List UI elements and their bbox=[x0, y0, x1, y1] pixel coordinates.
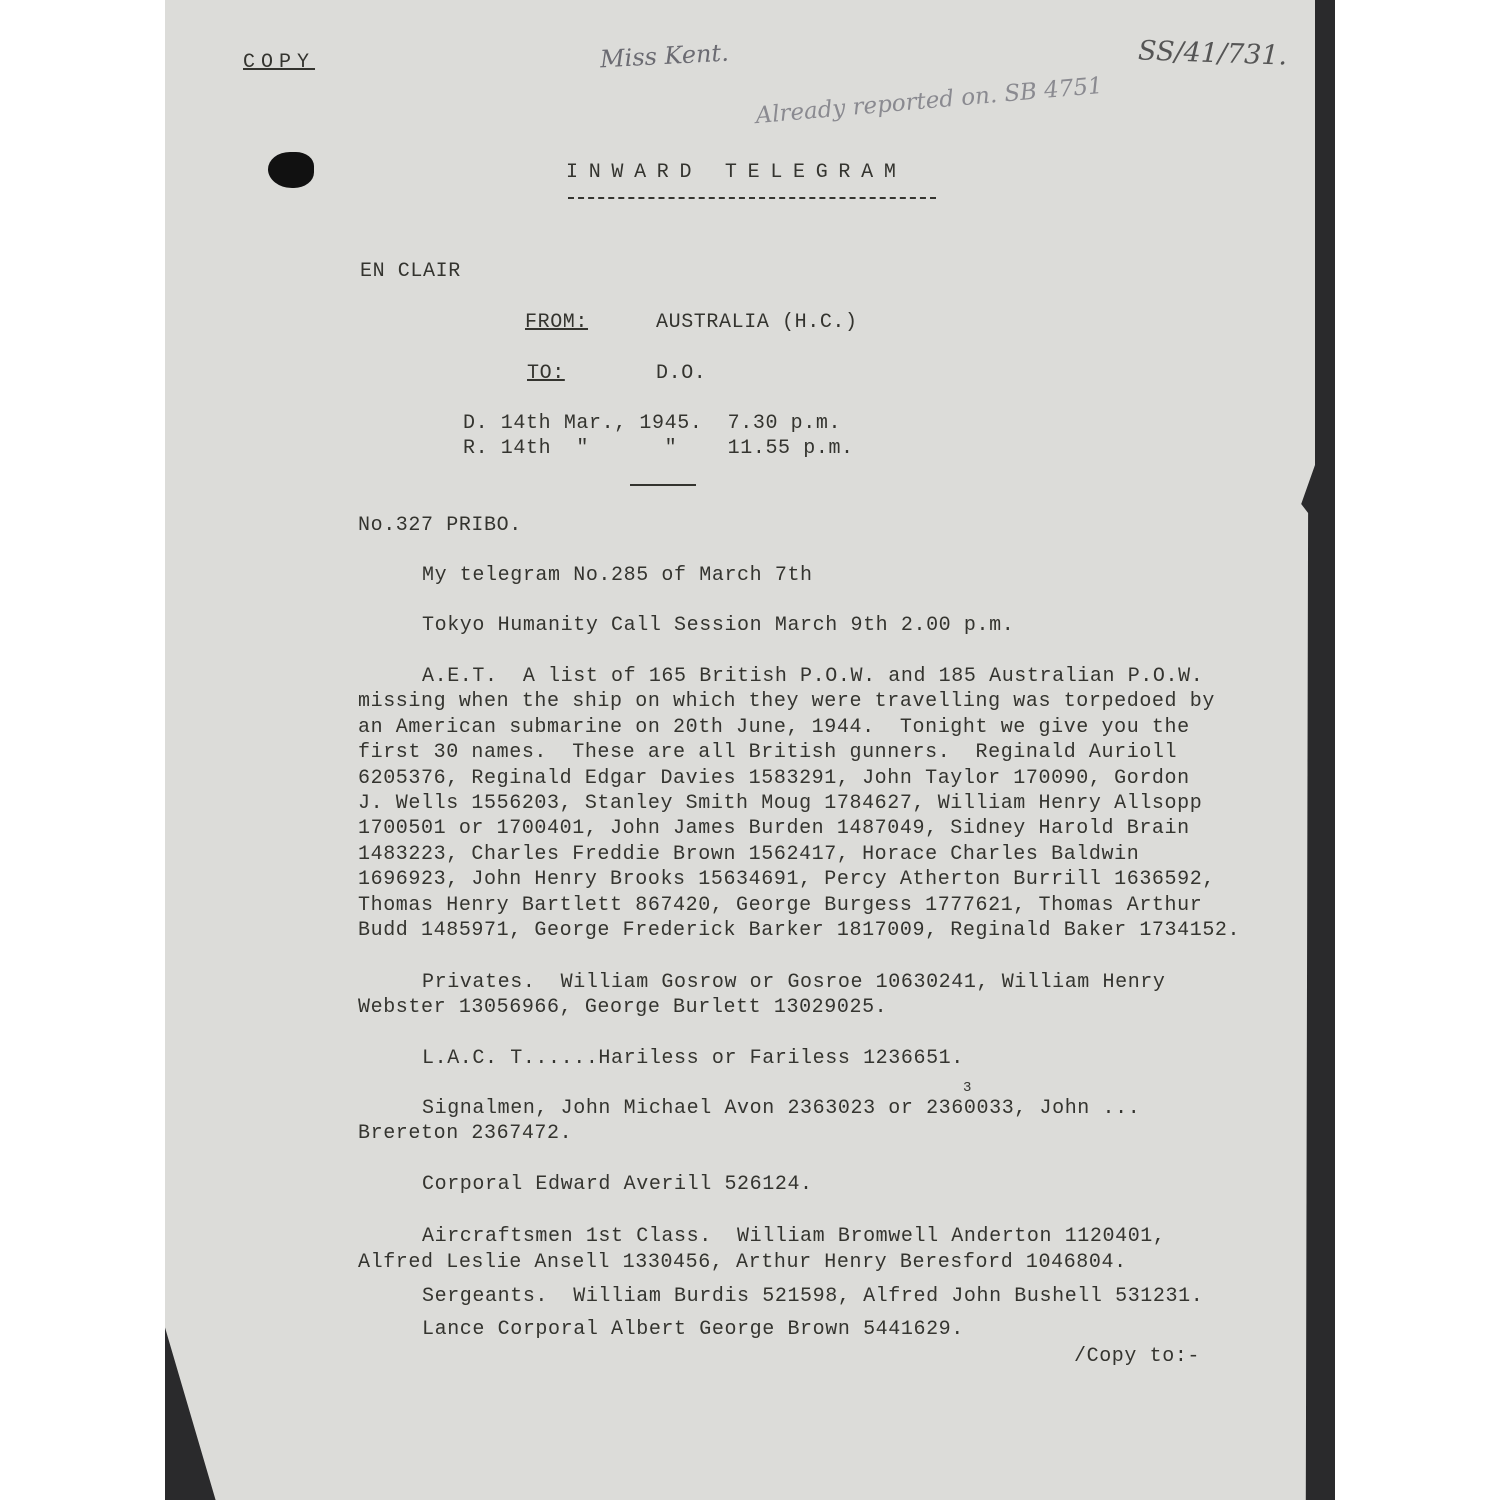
text-line: A.E.T. A list of 165 British P.O.W. and 185 Australian P.O.W. bbox=[422, 665, 1204, 688]
telegram-title: INWARD TELEGRAM bbox=[566, 161, 907, 184]
despatched-line: D. 14th Mar., 1945. 7.30 p.m. bbox=[463, 412, 842, 435]
text-line: Aircraftsmen 1st Class. William Bromwell Anderton 1120401, bbox=[422, 1225, 1166, 1248]
text-line: Budd 1485971, George Frederick Barker 1817009, Reginald Baker 1734152. bbox=[358, 919, 1241, 942]
handwritten-note: Already reported on. SB 4751 bbox=[754, 72, 1104, 130]
text-line: 1700501 or 1700401, John James Burden 1487049, Sidney Harold Brain bbox=[358, 817, 1190, 840]
copy-mark: COPY bbox=[243, 51, 316, 74]
copy-to-label: /Copy to:- bbox=[1074, 1345, 1201, 1368]
text-line: 6205376, Reginald Edgar Davies 1583291, John Taylor 170090, Gordon bbox=[358, 767, 1190, 790]
text-line: J. Wells 1556203, Stanley Smith Moug 1784627, William Henry Allsopp bbox=[358, 792, 1203, 815]
paragraph-broadcast-session: Tokyo Humanity Call Session March 9th 2.00 p.m. bbox=[422, 614, 1015, 637]
paragraph-sergeants: Sergeants. William Burdis 521598, Alfred John Bushell 531231. bbox=[422, 1285, 1204, 1308]
to-label: TO: bbox=[527, 362, 565, 385]
reference-number: No.327 PRIBO. bbox=[358, 514, 522, 537]
handwritten-correction: 3 bbox=[963, 1080, 973, 1096]
text-line: Signalmen, John Michael Avon 2363023 or 2360033, John ... bbox=[422, 1097, 1141, 1120]
text-line: 1696923, John Henry Brooks 15634691, Percy Atherton Burrill 1636592, bbox=[358, 868, 1215, 891]
from-value: AUSTRALIA (H.C.) bbox=[656, 311, 858, 334]
text-line: missing when the ship on which they were travelling was torpedoed by bbox=[358, 690, 1215, 713]
received-line: R. 14th " " 11.55 p.m. bbox=[463, 437, 854, 460]
from-label: FROM: bbox=[525, 311, 589, 334]
en-clair-label: EN CLAIR bbox=[360, 260, 461, 283]
text-line: an American submarine on 20th June, 1944. Tonight we give you the bbox=[358, 716, 1190, 739]
text-line: Webster 13056966, George Burlett 13029025. bbox=[358, 996, 888, 1019]
text-line: first 30 names. These are all British gunners. Reginald Aurioll bbox=[358, 741, 1178, 764]
file-reference: SS/41/731. bbox=[1137, 35, 1288, 72]
paragraph-lance-corporal: Lance Corporal Albert George Brown 5441629. bbox=[422, 1318, 964, 1341]
section-divider bbox=[630, 484, 696, 486]
paragraph-lac: L.A.C. T......Hariless or Fariless 1236651. bbox=[422, 1047, 964, 1070]
text-line: Thomas Henry Bartlett 867420, George Burgess 1777621, Thomas Arthur bbox=[358, 894, 1203, 917]
handwritten-name: Miss Kent. bbox=[599, 38, 730, 74]
to-value: D.O. bbox=[656, 362, 707, 385]
punch-hole bbox=[268, 152, 314, 188]
text-line: 1483223, Charles Freddie Brown 1562417, Horace Charles Baldwin bbox=[358, 843, 1140, 866]
title-underline bbox=[568, 197, 936, 199]
paragraph-corporal: Corporal Edward Averill 526124. bbox=[422, 1173, 813, 1196]
text-line: Privates. William Gosrow or Gosroe 10630241, William Henry bbox=[422, 971, 1166, 994]
paragraph-previous-telegram: My telegram No.285 of March 7th bbox=[422, 564, 813, 587]
text-line: Alfred Leslie Ansell 1330456, Arthur Henry Beresford 1046804. bbox=[358, 1251, 1127, 1274]
text-line: Brereton 2367472. bbox=[358, 1122, 573, 1145]
